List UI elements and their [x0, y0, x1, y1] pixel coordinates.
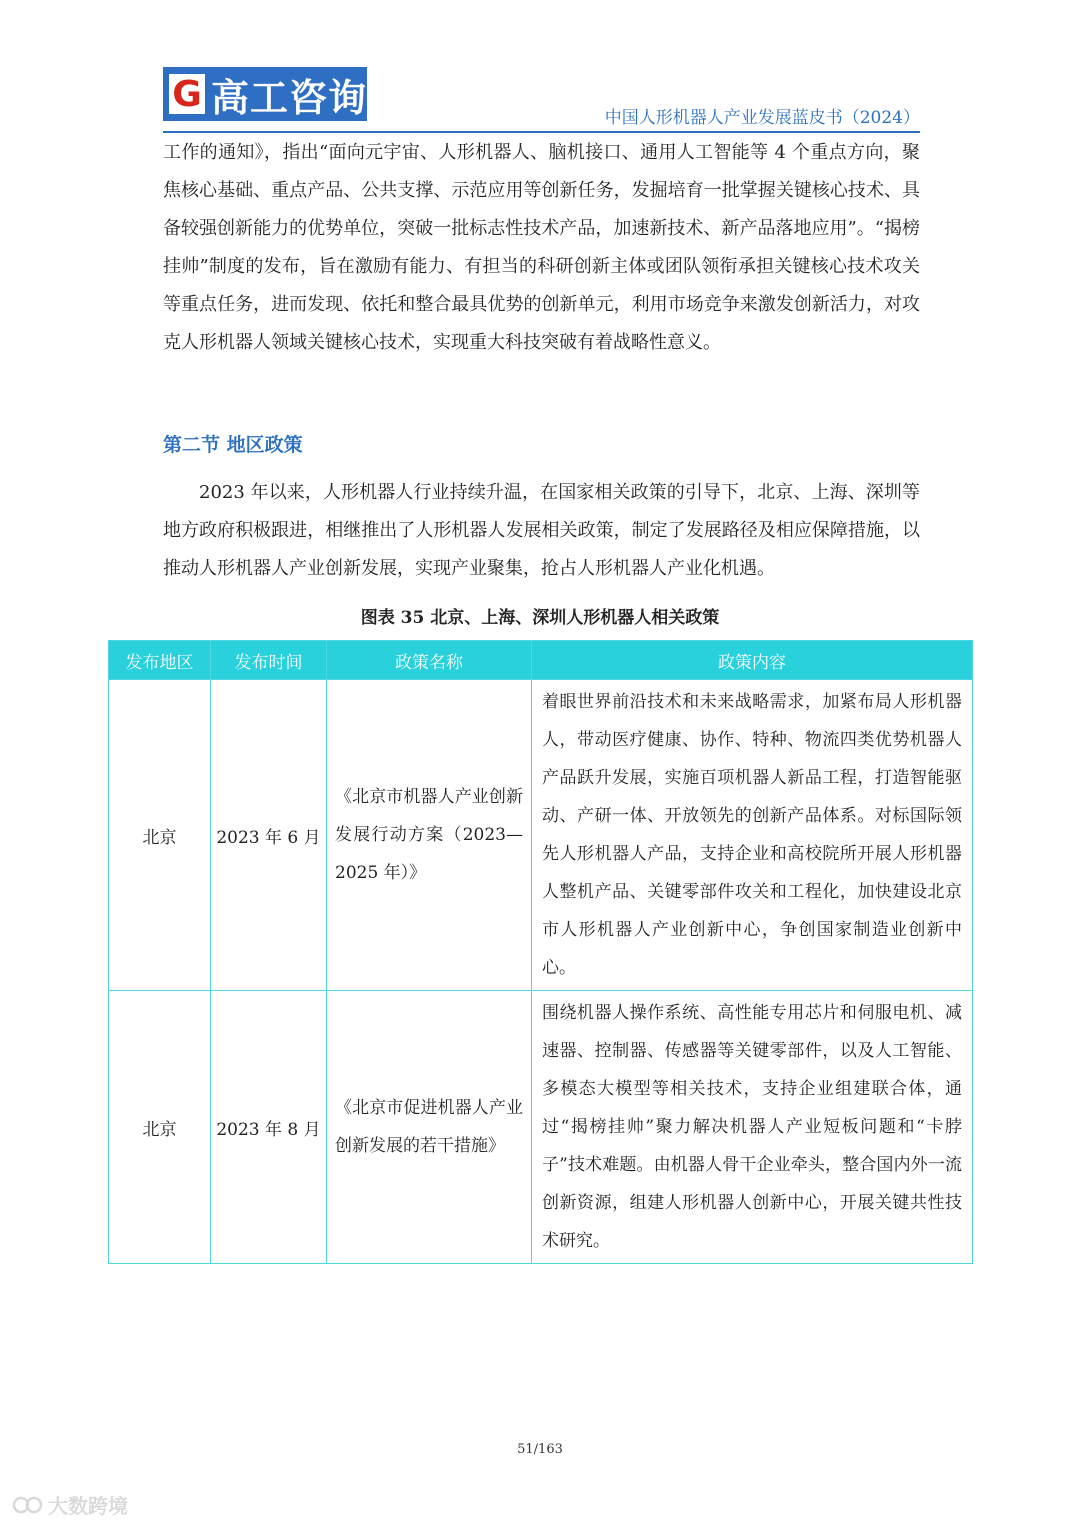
table-header-row — [109, 641, 973, 680]
table-caption: 图表 35 北京、上海、深圳人形机器人相关政策 — [360, 608, 720, 628]
cell-date: 2023 年 6 月 — [211, 680, 327, 991]
cell-policy-name: 《北京市促进机器人产业创新发展的若干措施》 — [327, 991, 532, 1264]
header-policy-content: 政策内容 — [532, 641, 973, 680]
policy-table — [108, 640, 973, 1264]
company-logo — [163, 67, 367, 121]
header-date: 发布时间 — [211, 641, 327, 680]
logo-text: 高工咨询 — [210, 75, 367, 120]
page-number: 51/163 — [517, 1442, 563, 1457]
cell-date: 2023 年 8 月 — [211, 991, 327, 1264]
cell-policy-name: 《北京市机器人产业创新发展行动方案（2023—2025 年）》 — [327, 680, 532, 991]
logo-g-mark: G — [169, 74, 205, 114]
header-policy-name: 政策名称 — [327, 641, 532, 680]
cell-policy-content: 围绕机器人操作系统、高性能专用芯片和伺服电机、减速器、控制器、传感器等关键零部件，以及人工智能、多模态大模型等相关技术，支持企业组建联合体，通过“揭榜挂帅”聚力解决机器人产业短板问题和“卡脖子”技术难题。由机器人骨干企业牵头，整合国内外一流创新资源，组建人形机器人创新中心，开展关键共性技术研究。 — [532, 991, 973, 1264]
section-heading: 第二节 地区政策 — [163, 434, 303, 456]
table-row — [109, 991, 973, 1264]
body-paragraph-1: 工作的通知》，指出“面向元宇宙、人形机器人、脑机接口、通用人工智能等 4 个重点方向，聚焦核心基础、重点产品、公共支撑、示范应用等创新任务，发掘培育一批掌握关键核心技术、具备较强创新能力的优势单位，突破一批标志性技术产品，加速新技术、新产品落地应用”。“揭榜挂帅”制度的发布，旨在激励有能力、有担当的科研创新主体或团队领衔承担关键核心技术攻关等重点任务，进而发现、依托和整合最具优势的创新单元，利用市场竞争来激发创新活力，对攻克人形机器人领域关键核心技术，实现重大科技突破有着战略性意义。 — [163, 142, 920, 353]
body-paragraph-2: 2023 年以来，人形机器人行业持续升温，在国家相关政策的引导下，北京、上海、深圳等地方政府积极跟进，相继推出了人形机器人发展相关政策，制定了发展路径及相应保障措施，以推动人形机器人产业创新发展，实现产业聚集，抢占人形机器人产业化机遇。 — [163, 482, 920, 579]
watermark-text: 大数跨境 — [48, 1494, 128, 1518]
header-region: 发布地区 — [109, 641, 211, 680]
header-divider — [163, 131, 920, 133]
watermark — [12, 1490, 128, 1519]
table-row — [109, 680, 973, 991]
cell-policy-content: 着眼世界前沿技术和未来战略需求，加紧布局人形机器人，带动医疗健康、协作、特种、物流四类优势机器人产品跃升发展，实施百项机器人新品工程，打造智能驱动、产研一体、开放领先的创新产品体系。对标国际领先人形机器人产品，支持企业和高校院所开展人形机器人整机产品、关键零部件攻关和工程化，加快建设北京市人形机器人产业创新中心，争创国家制造业创新中心。 — [532, 680, 973, 991]
cell-region: 北京 — [109, 991, 211, 1264]
report-title: 中国人形机器人产业发展蓝皮书（2024） — [604, 108, 920, 128]
watermark-logo-icon — [12, 1494, 44, 1516]
cell-region: 北京 — [109, 680, 211, 991]
